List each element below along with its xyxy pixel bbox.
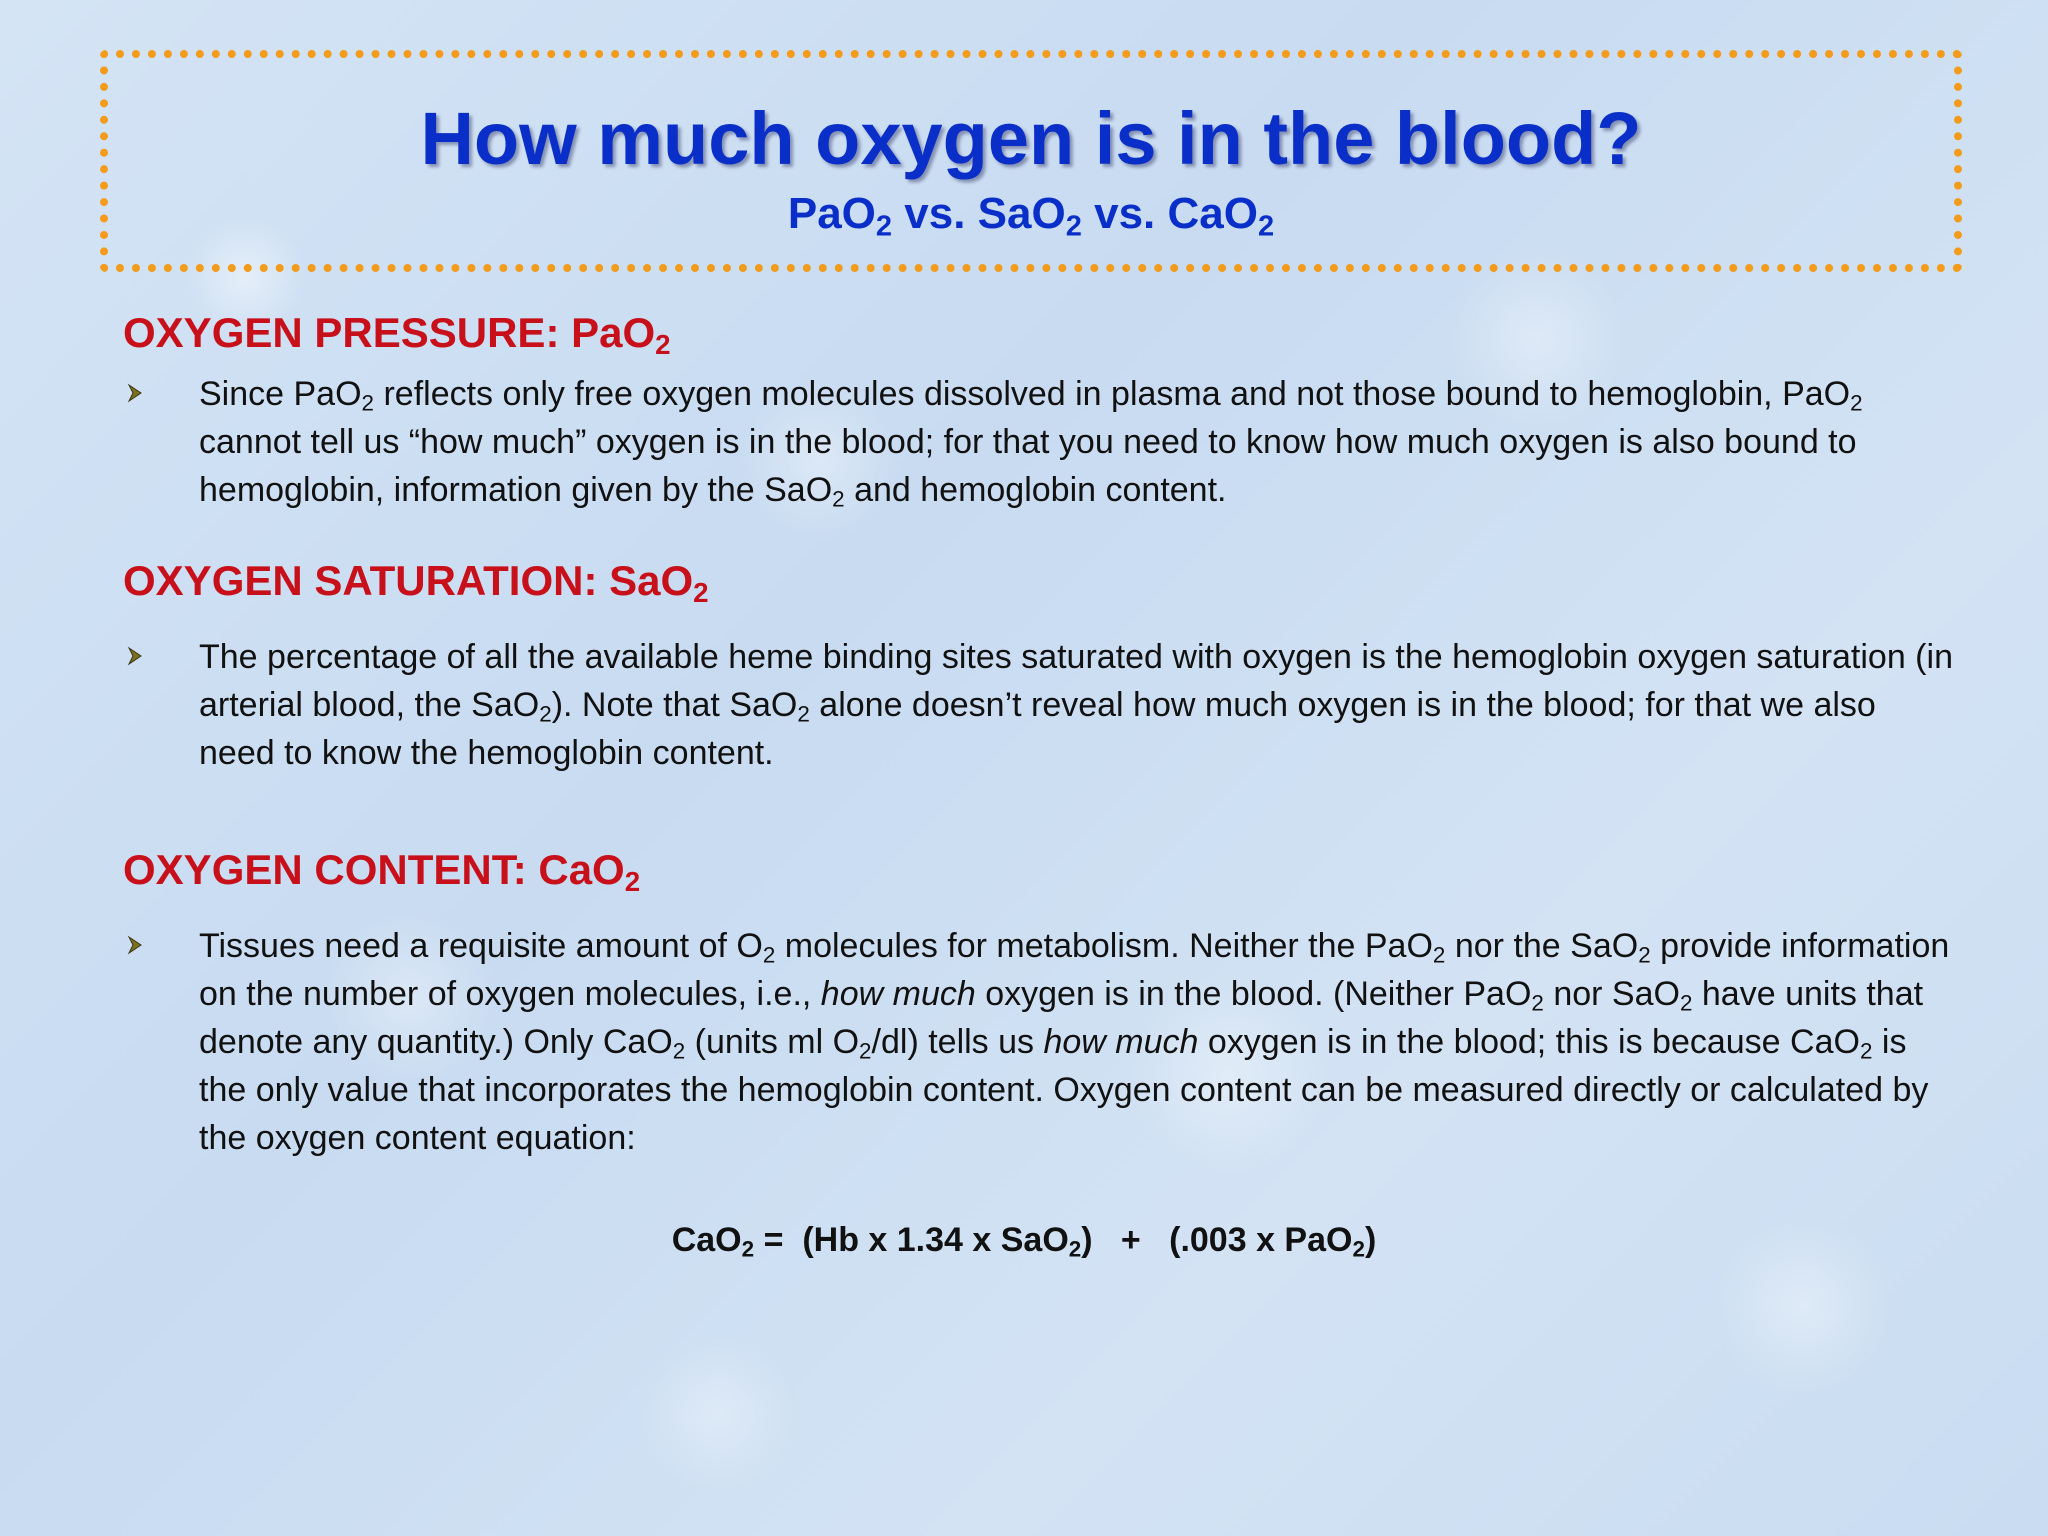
oxygen-content-equation: CaO$_2$ = (Hb x 1.34 x SaO$_2$) + (.003 x PaO$_2$) (671, 1221, 1377, 1262)
bullet-oxygen-saturation (123, 633, 1953, 777)
heading-oxygen-pressure: OXYGEN PRESSURE: PaO$_2$ (123, 309, 671, 360)
title-box (100, 50, 1962, 272)
subtitle-sao2: SaO$_2$ (977, 189, 1082, 243)
subtitle-vs: vs. (892, 189, 978, 238)
paragraph-oxygen-pressure: Since PaO$_2$ reflects only free oxygen molecules dissolved in plasma and not those bound to hemoglobin, PaO$_2$ cannot tell us “how much” oxygen is in the blood; for that you need to know how much oxygen is also bound to hemoglobin, information given by the SaO$_2$ and hemoglobin content. (199, 375, 1863, 512)
paragraph-oxygen-saturation: The percentage of all the available heme binding sites saturated with oxygen is the hemoglobin oxygen saturation (in arterial blood, the SaO$_2$). Note that SaO$_2$ alone doesn’t reveal how much oxygen is in the blood; for that we also need to know the hemoglobin content. (199, 638, 1953, 772)
arrow-bullet-icon (127, 934, 143, 956)
arrow-bullet-icon (127, 382, 143, 404)
page-title: How much oxygen is in the blood? (420, 97, 1642, 180)
paragraph-oxygen-content: Tissues need a requisite amount of $O_2$ molecules for metabolism. Neither the PaO$_2$ nor the SaO$_2$ provide information on the number of oxygen molecules, i.e., how much oxygen is in the blood. (Neither PaO$_2$ nor SaO$_2$ have units that denote any quantity.) Only CaO$_2$ (units ml $O_2/dl$) tells us how much oxygen is in the blood; this is because CaO$_2$ is the only value that incorporates the hemoglobin content. Oxygen content can be measured directly or calculated by the oxygen content equation: (199, 927, 1950, 1157)
arrow-bullet-icon (127, 645, 143, 667)
page-subtitle (108, 188, 1954, 243)
subtitle-vs: vs. (1081, 189, 1168, 238)
subtitle-pao2: PaO$_2$ (787, 189, 893, 243)
heading-oxygen-content: OXYGEN CONTENT: CaO$_2$ (123, 846, 641, 897)
heading-oxygen-saturation: OXYGEN SATURATION: SaO$_2$ (123, 557, 709, 608)
subtitle-cao2: CaO$_2$ (1167, 189, 1275, 243)
bullet-oxygen-pressure (123, 370, 1953, 514)
bullet-oxygen-content (123, 922, 1953, 1162)
